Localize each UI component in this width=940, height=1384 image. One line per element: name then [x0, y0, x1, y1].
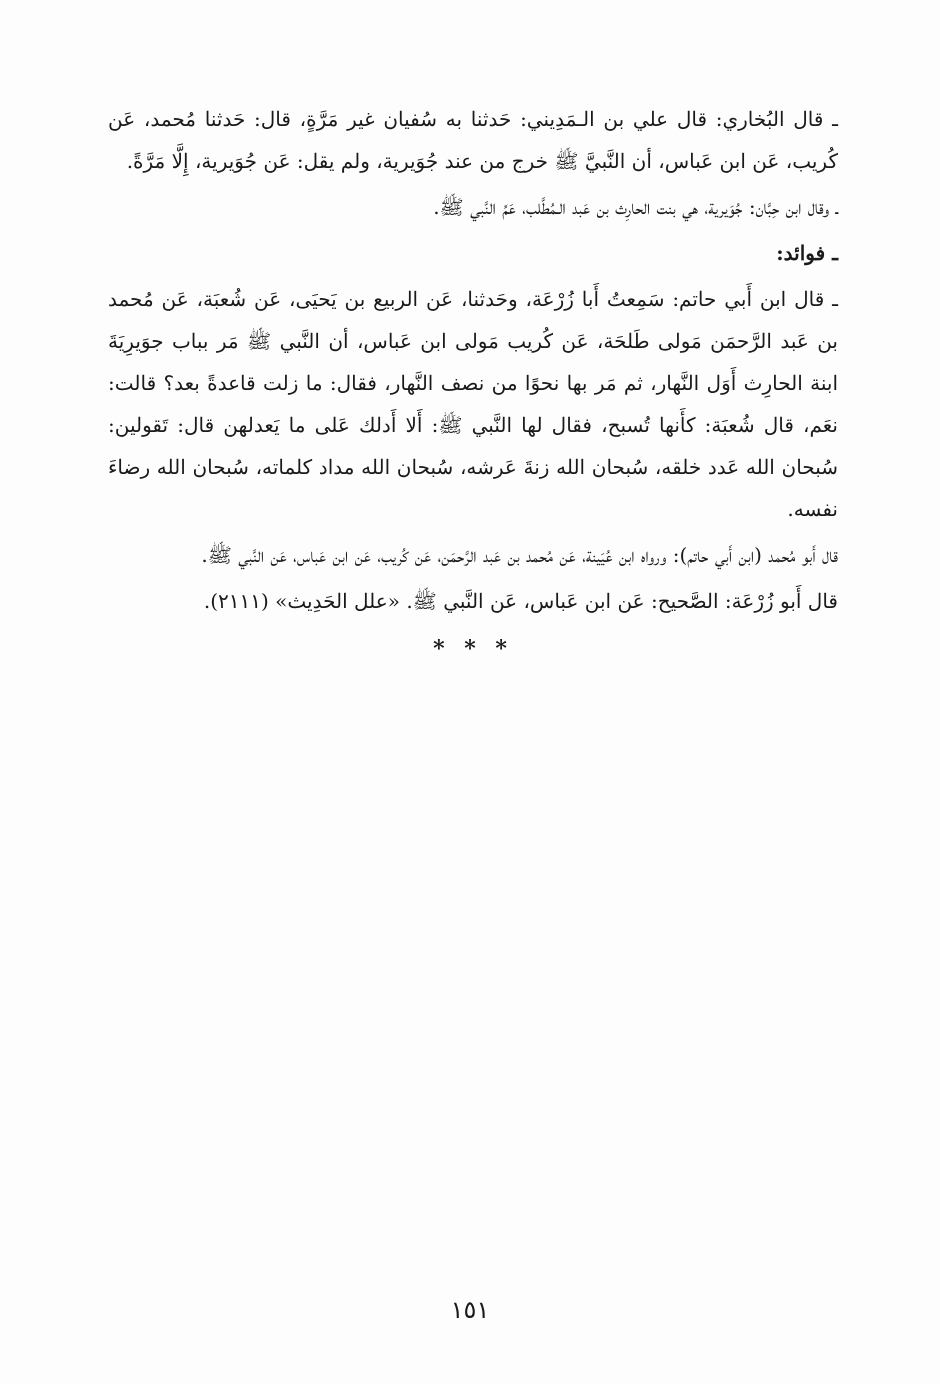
paragraph-abu-muhammad: قال أَبو مُحمد (ابن أَبي حاتم): ورواه ابن عُيَينة، عَن مُحمد بن عَبد الرَّحمَن، عَن كُريب، عَن ابن عَباس، عَن النَّبي ﷺ. [201, 543, 838, 567]
page-number: ١٥١ [450, 1296, 490, 1324]
section-separator: * * * [433, 636, 513, 662]
paragraph-ibn-abi-hatim: ـ قال ابن أَبي حاتم: سَمِعتُ أَبا زُرْعَة، وحَدثنا، عَن الربيع بن يَحيَى، عَن شُعبَة، عَن مُحمد بن عَبد الرَّحمَن مَولى طَلحَة، عَن كُريب مَولى ابن عَباس، أن النَّبي ﷺ مَر بباب جوَيرِيَةَ ابنة الحارِث أَوَل النَّهار، ثم مَر بها نحوًا من نصف النَّهار، فقال: ما زلت قاعدةً بعد؟ قالت: نعَم، قال شُعبَة: كأَنها تُسبح، فقال لها النَّبي ﷺ: أَلا أَدلك عَلى ما يَعدلهن قال: تَقولين: سُبحان الله عَدد خلقه، سُبحان الله زنةَ عَرشه، سُبحان الله مداد كلماته، سُبحان الله رضاءَ نفسه. [108, 287, 838, 521]
page-body [108, 98, 838, 670]
section-heading-fawaid: ـ فوائد: [776, 241, 838, 265]
paragraph-ibn-hibban: ـ وقال ابن حِبَّان: جُوَيرية، هي بنت الحارِث بن عَبد الـمُطَّلب، عَمِّ النَّبي ﷺ. [433, 195, 838, 219]
paragraph-abu-zurah: قال أَبو زُرْعَة: الصَّحيح: عَن ابن عَباس، عَن النَّبي ﷺ. «علل الحَدِيث» (٢١١١). [203, 589, 838, 613]
paragraph-bukhari: ـ قال البُخاري: قال علي بن الـمَدِيني: حَدثنا به سُفيان غير مَرَّةٍ، قال: حَدثنا مُحمد، عَن كُريب، عَن ابن عَباس، أن النَّبيَّ ﷺ خرج من عند جُوَيرية، ولم يقل: عَن جُوَيرية، إِلَّا مَرَّةً. [108, 107, 838, 173]
